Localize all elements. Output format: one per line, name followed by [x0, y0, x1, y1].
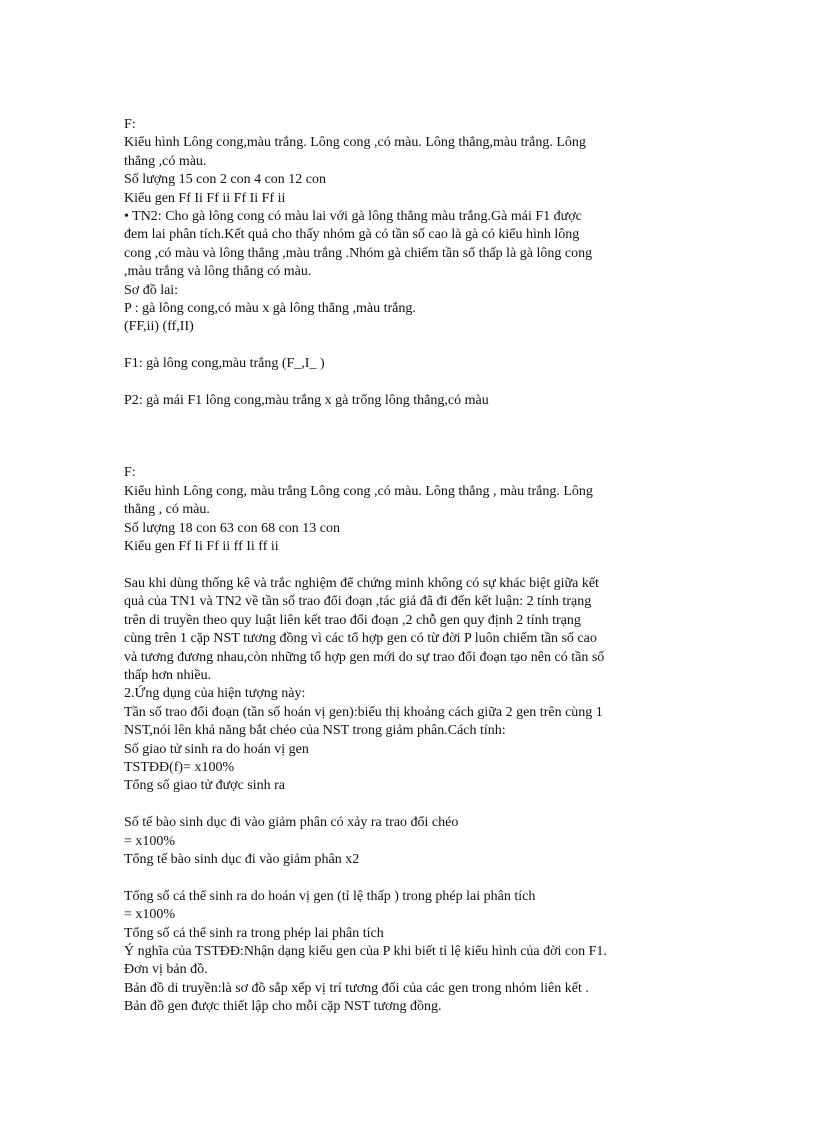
- blank-line: [124, 374, 699, 392]
- diagram-label: Sơ đồ lai:: [124, 282, 179, 298]
- conclusion-line: thấp hơn nhiều.: [124, 667, 212, 683]
- blank-line: [124, 337, 699, 355]
- genetic-map-line: Bản đồ gen được thiết lập cho mỗi cặp NST tương đồng.: [124, 999, 442, 1015]
- formula-equation: = x100%: [124, 907, 176, 923]
- p-cross-line: P : gà lông cong,có màu x gà lông thẳng ,màu trắng.: [124, 301, 416, 317]
- conclusion-line: Sau khi dùng thống kê và trắc nghiệm để chứng minh không có sự khác biệt giữa kết: [124, 575, 599, 591]
- section-tn1-results: [124, 116, 699, 410]
- phenotype-line: thẳng , có màu.: [124, 502, 210, 518]
- phenotype-line: thẳng ,có màu.: [124, 153, 207, 169]
- conclusion-line: và tương đương nhau,còn những tổ hợp gen mới do sự trao đổi đoạn tạo nên có tần số: [124, 649, 605, 665]
- formula-numerator: Tổng số cá thể sinh ra do hoán vị gen (tỉ lệ thấp ) trong phép lai phân tích: [124, 888, 536, 904]
- spacer: [124, 410, 699, 464]
- formula-numerator: Số giao tử sinh ra do hoán vị gen: [124, 741, 309, 757]
- blank-line: [124, 869, 699, 887]
- formula-equation: = x100%: [124, 833, 176, 849]
- f1-line: F1: gà lông cong,màu trắng (F_,I_ ): [124, 356, 325, 372]
- tn2-paragraph-line: đem lai phân tích.Kết quả cho thấy nhóm gà có tần số cao là gà có kiểu hình lông: [124, 227, 580, 243]
- genotype-line: Kiểu gen Ff Ii Ff ii Ff Ii Ff ii: [124, 190, 286, 206]
- formula-equation: TSTĐĐ(f)= x100%: [124, 759, 235, 775]
- count-line: Số lượng 15 con 2 con 4 con 12 con: [124, 172, 327, 188]
- conclusion-line: quả của TN1 và TN2 về tần số trao đổi đoạn ,tác giả đã đi đến kết luận: 2 tính trạng: [124, 594, 592, 610]
- formula-numerator: Số tế bào sinh dục đi vào giảm phân có xảy ra trao đổi chéo: [124, 815, 459, 831]
- blank-line: [124, 557, 699, 575]
- meaning-line: Ý nghĩa của TSTĐĐ:Nhận dạng kiểu gen của P khi biết tỉ lệ kiểu hình của đời con F1.: [124, 943, 607, 959]
- conclusion-line: cùng trên 1 cặp NST tương đồng vì các tổ hợp gen có từ đời P luôn chiếm tần số cao: [124, 631, 597, 647]
- p2-line: P2: gà mái F1 lông cong,màu trắng x gà trống lông thẳng,có màu: [124, 393, 489, 409]
- formula-denominator: Tổng số cá thể sinh ra trong phép lai phân tích: [124, 925, 384, 941]
- document-page: [124, 116, 699, 1017]
- blank-line: [124, 796, 699, 814]
- f-label: F:: [124, 117, 136, 132]
- count-line: Số lượng 18 con 63 con 68 con 13 con: [124, 520, 341, 536]
- tn2-paragraph-line: cong ,có màu và lông thẳng ,màu trắng .Nhóm gà chiếm tần số thấp là gà lông cong: [124, 245, 593, 261]
- section-heading: 2.Ứng dụng của hiện tượng này:: [124, 686, 306, 702]
- section-conclusion: [124, 575, 699, 1017]
- meaning-line: Đơn vị bản đồ.: [124, 962, 208, 978]
- frequency-definition-line: Tần số trao đổi đoạn (tần số hoán vị gen):biểu thị khoảng cách giữa 2 gen trên cùng 1: [124, 704, 603, 720]
- p-genotype-line: (FF,ii) (ff,II): [124, 319, 194, 335]
- formula-denominator: Tổng số giao tử được sinh ra: [124, 778, 285, 794]
- phenotype-line: Kiểu hình Lông cong, màu trắng Lông cong ,có màu. Lông thẳng , màu trắng. Lông: [124, 483, 593, 499]
- genetic-map-line: Bản đồ di truyền:là sơ đồ sắp xếp vị trí tương đối của các gen trong nhóm liên kết .: [124, 980, 589, 996]
- formula-denominator: Tổng tế bào sinh dục đi vào giảm phân x2: [124, 851, 360, 867]
- phenotype-line: Kiểu hình Lông cong,màu trắng. Lông cong ,có màu. Lông thẳng,màu trắng. Lông: [124, 135, 586, 151]
- tn2-paragraph-line: ,màu trắng và lông thẳng có màu.: [124, 264, 312, 280]
- tn2-paragraph-line: • TN2: Cho gà lông cong có màu lai với gà lông thẳng màu trắng.Gà mái F1 được: [124, 209, 582, 225]
- genotype-line: Kiểu gen Ff Ii Ff ii ff Ii ff ii: [124, 539, 279, 555]
- f-label: F:: [124, 465, 136, 481]
- section-tn2-results: [124, 464, 699, 556]
- conclusion-line: trên di truyền theo quy luật liên kết trao đổi đoạn ,2 chỗ gen quy định 2 tính trạng: [124, 612, 581, 628]
- frequency-definition-line: NST,nói lên khả năng bắt chéo của NST trong giảm phân.Cách tính:: [124, 723, 506, 739]
